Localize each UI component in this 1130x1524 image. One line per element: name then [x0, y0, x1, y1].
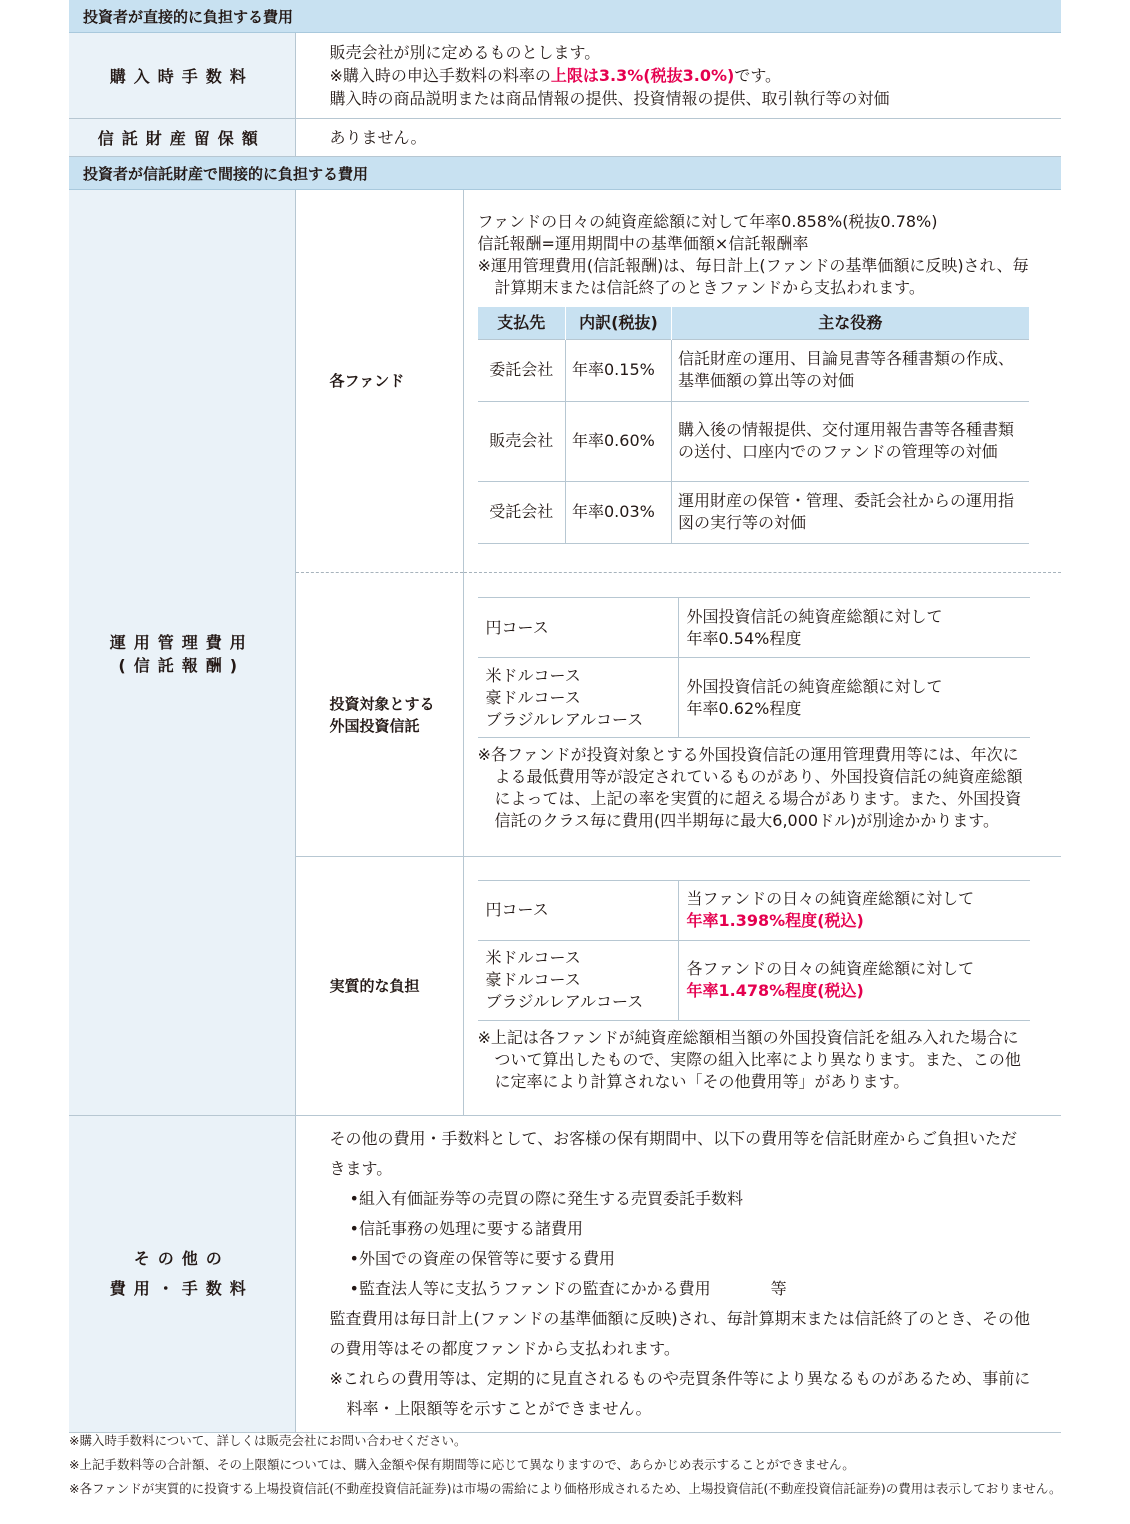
other-fees-intro: その他の費用・手数料として、お客様の保有期間中、以下の費用等を信託財産からご負担いただきます。	[329, 1129, 1018, 1178]
effective-course-others: 米ドルコース 豪ドルコース ブラジルレアルコース	[478, 940, 679, 1020]
purchase-fee-label: 購入時手数料	[69, 33, 295, 119]
table-row: 委託会社 年率0.15% 信託財産の運用、目論見書等各種書類の作成、基準価額の算出等の対価	[478, 339, 1030, 401]
purchase-fee-line2: ※購入時の申込手数料の料率の上限は3.3%(税抜3.0%)です。	[329, 66, 782, 85]
purchase-fee-line3: 購入時の商品説明または商品情報の提供、投資情報の提供、取引執行等の対価	[329, 89, 890, 108]
breakdown-header-payee: 支払先	[478, 307, 566, 340]
table-row	[478, 598, 1030, 658]
breakdown-header-rate: 内訳(税抜)	[566, 307, 672, 340]
footnote-3: ※各ファンドが実質的に投資する上場投資信託(不動産投資信託証券)は市場の需給により価格形成されるため、上場投資信託(不動産投資信託証券)の費用は表示しておりません。	[69, 1481, 1062, 1496]
table-row: 販売会社 年率0.60% 購入後の情報提供、交付運用報告書等各種書類の送付、口座内でのファンドの管理等の対価	[478, 401, 1030, 481]
other-fees-note: ※これらの費用等は、定期的に見直されるものや売買条件等により異なるものがあるため、事前に料率・上限額等を示すことができません。	[329, 1369, 1031, 1418]
foreign-note: ※各ファンドが投資対象とする外国投資信託の運用管理費用等には、年次による最低費用等が設定されているものがあり、外国投資信託の純資産総額によっては、上記の率を実質的に超える場合があります。また、外国投資信託のクラス毎に費用(四半期毎に最大6,000ドル)が別途かかります。	[477, 745, 1023, 830]
fund-line2: 信託報酬=運用期間中の基準価額×信託報酬率	[477, 233, 809, 253]
effective-course-yen-desc: 当ファンドの日々の純資産総額に対して 年率1.398%程度(税込)	[678, 880, 1030, 940]
table-row	[478, 658, 1030, 738]
list-item: •信託事務の処理に要する諸費用	[349, 1219, 583, 1238]
other-fees-label: その他の 費用・手数料	[69, 1116, 295, 1433]
footnote-2: ※上記手数料等の合計額、その上限額については、購入金額や保有期間等に応じて異なりますので、あらかじめ表示することができません。	[69, 1457, 855, 1472]
fund-label: 各ファンド	[295, 190, 463, 573]
fund-detail	[463, 190, 1061, 573]
fee-table	[69, 0, 1061, 1433]
retention-value: ありません。	[295, 119, 1061, 157]
foreign-trust-label: 投資対象とする 外国投資信託	[295, 573, 463, 857]
table-row: 受託会社 年率0.03% 運用財産の保管・管理、委託会社からの運用指図の実行等の対価	[478, 481, 1030, 543]
effective-note: ※上記は各ファンドが純資産総額相当額の外国投資信託を組み入れた場合について算出したもので、実際の組入比率により異なります。また、この他に定率により計算されない「その他費用等」があります。	[477, 1027, 1021, 1091]
course-others-desc: 外国投資信託の純資産総額に対して 年率0.62%程度	[678, 658, 1030, 738]
list-item: •監査法人等に支払うファンドの監査にかかる費用 等	[349, 1279, 787, 1298]
table-row	[478, 940, 1030, 1020]
mgmt-fee-label: 運用管理費用 (信託報酬)	[69, 190, 295, 1116]
fee-table-page	[69, 0, 1061, 1433]
effective-burden-label: 実質的な負担	[295, 857, 463, 1116]
fee-breakdown-table	[478, 307, 1030, 544]
footnote-1: ※購入時手数料について、詳しくは販売会社にお問い合わせください。	[69, 1433, 467, 1448]
footnotes	[69, 1430, 1069, 1502]
breakdown-header-role: 主な役務	[672, 307, 1030, 340]
list-item: •外国での資産の保管等に要する費用	[349, 1249, 615, 1268]
foreign-course-table	[478, 597, 1030, 738]
fund-note: ※運用管理費用(信託報酬)は、毎日計上(ファンドの基準価額に反映)され、毎計算期末または信託終了のときファンドから支払われます。	[477, 255, 1029, 297]
retention-label: 信託財産留保額	[69, 119, 295, 157]
other-fees-detail	[295, 1116, 1061, 1433]
table-row	[478, 880, 1030, 940]
course-yen-desc: 外国投資信託の純資産総額に対して 年率0.54%程度	[678, 598, 1030, 658]
purchase-fee-line1: 販売会社が別に定めるものとします。	[329, 43, 601, 62]
effective-burden-detail	[463, 857, 1061, 1116]
course-yen: 円コース	[478, 598, 679, 658]
list-item: •組入有価証券等の売買の際に発生する売買委託手数料	[349, 1189, 743, 1208]
effective-course-yen: 円コース	[478, 880, 679, 940]
effective-course-others-desc: 各ファンドの日々の純資産総額に対して 年率1.478%程度(税込)	[678, 940, 1030, 1020]
fund-line1: ファンドの日々の純資産総額に対して年率0.858%(税抜0.78%)	[477, 211, 938, 231]
section-header-direct: 投資者が直接的に負担する費用	[69, 0, 1061, 33]
purchase-fee-value	[295, 33, 1061, 119]
other-fees-bullets	[330, 1184, 1034, 1304]
purchase-fee-cap: 上限は3.3%(税抜3.0%)	[550, 66, 735, 85]
other-fees-audit: 監査費用は毎日計上(ファンドの基準価額に反映)され、毎計算期末または信託終了のとき、その他の費用等はその都度ファンドから支払われます。	[329, 1309, 1030, 1358]
effective-course-table	[478, 880, 1030, 1021]
section-header-indirect: 投資者が信託財産で間接的に負担する費用	[69, 157, 1061, 190]
course-others: 米ドルコース 豪ドルコース ブラジルレアルコース	[478, 658, 679, 738]
foreign-trust-detail	[463, 573, 1061, 857]
